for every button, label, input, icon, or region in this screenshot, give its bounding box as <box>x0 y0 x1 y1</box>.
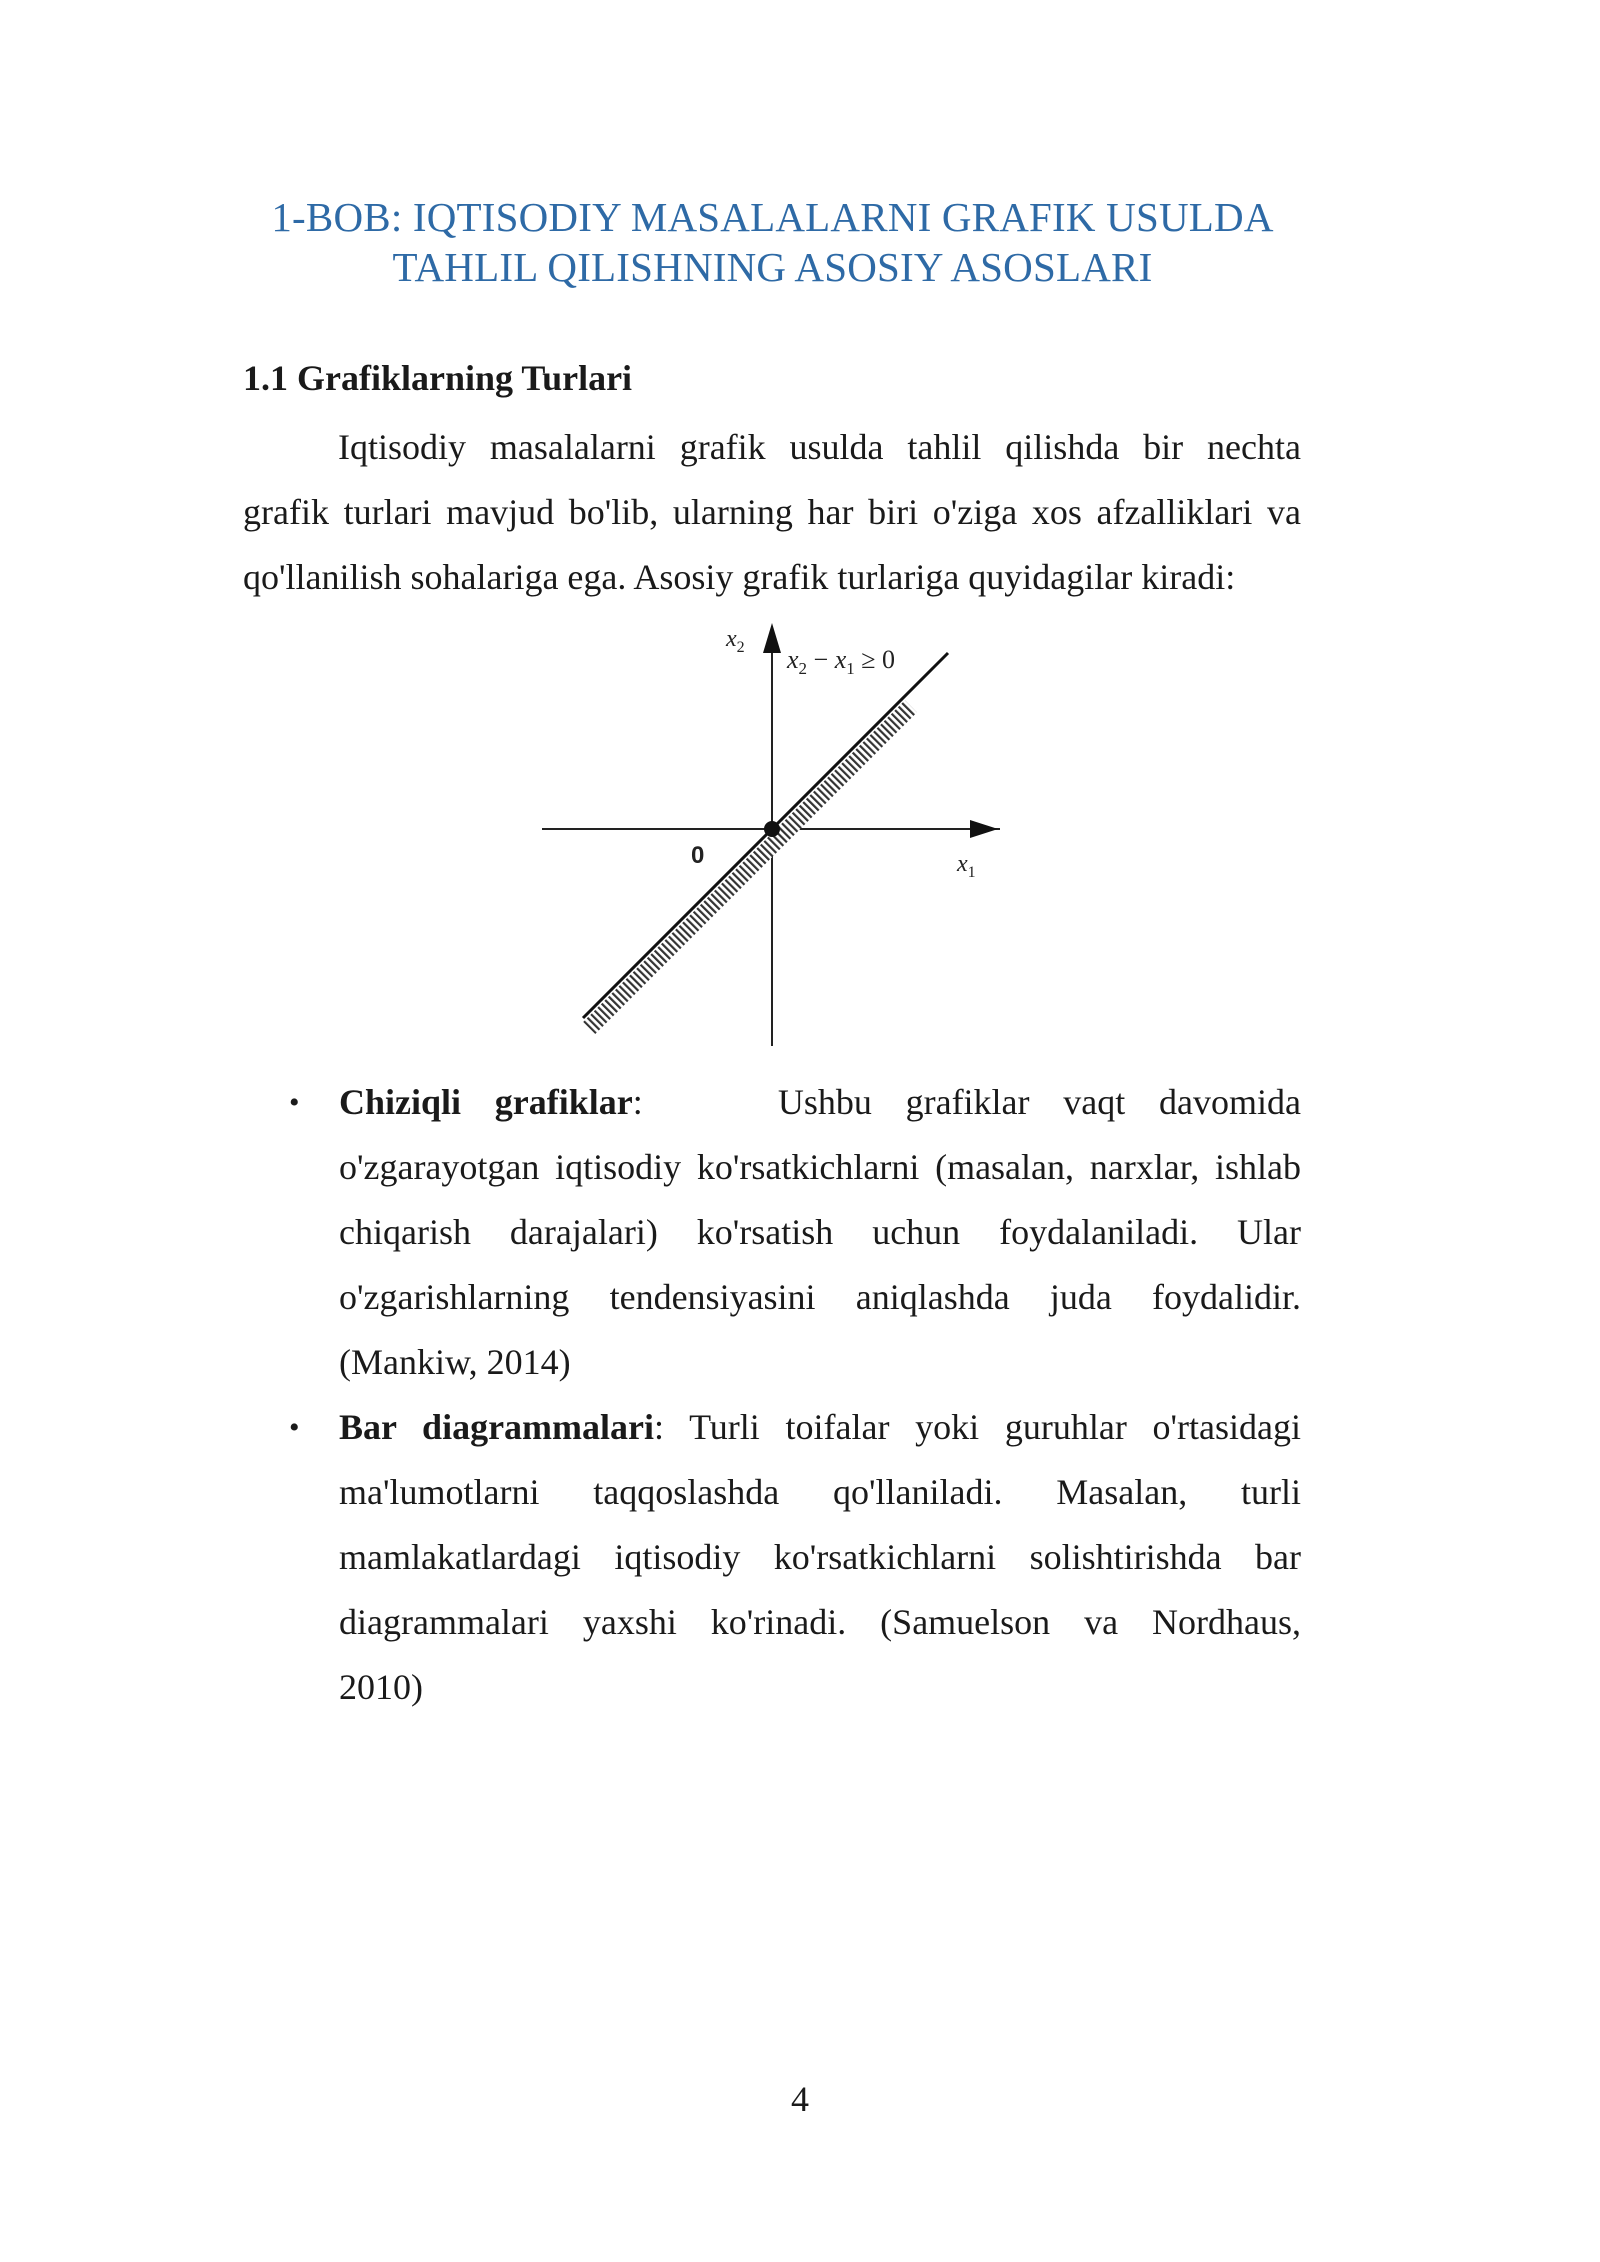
bullet-line: o'zgarishlarning tendensiyasini aniqlashda juda foydalidir. <box>339 1277 1301 1317</box>
bullet-line: (Mankiw, 2014) <box>339 1342 571 1382</box>
section-heading: 1.1 Grafiklarning Turlari <box>243 358 633 398</box>
bullet-line: mamlakatlardagi iqtisodiy ko'rsatkichlarni solishtirishda bar <box>339 1537 1301 1577</box>
bullet-symbol: • <box>289 1086 300 1119</box>
x1-axis-label: $x_1$ <box>957 851 976 881</box>
origin-label: 0 <box>691 842 705 869</box>
bullet-item-bar-charts <box>243 1395 1301 1720</box>
page-number: 4 <box>791 2079 809 2119</box>
chapter-title-line-1: 1-BOB: IQTISODIY MASALALARNI GRAFIK USULDA <box>271 194 1274 240</box>
hatch-band <box>583 700 917 1034</box>
bullet-line: chiqarish darajalari) ko'rsatish uchun foydalaniladi. Ular <box>339 1212 1301 1252</box>
bullet-term: Chiziqli grafiklar <box>339 1082 633 1122</box>
bullet-symbol: • <box>289 1411 300 1444</box>
bullet-line: Bar diagrammalari: Turli toifalar yoki guruhlar o'rtasidagi <box>339 1407 1301 1447</box>
bullet-term: Bar diagrammalari <box>339 1407 655 1447</box>
boundary-line <box>583 653 948 1018</box>
x1-axis-arrow <box>970 820 998 838</box>
bullet-line: 2010) <box>339 1667 423 1707</box>
intro-line: qo'llanilish sohalariga ega. Asosiy grafik turlariga quyidagilar kiradi: <box>243 557 1236 597</box>
bullet-text: Turli toifalar yoki guruhlar o'rtasidagi <box>689 1407 1301 1447</box>
bullet-line: ma'lumotlarni taqqoslashda qo'llaniladi. Masalan, turli <box>339 1472 1301 1512</box>
bullet-list <box>243 1070 1301 1720</box>
bullet-line: diagrammalari yaxshi ko'rinadi. (Samuelson va Nordhaus, <box>339 1602 1301 1642</box>
inequality-figure <box>540 618 1010 1048</box>
inequality-label: $x_2 - x_1 \ge 0$ <box>787 645 896 678</box>
origin-point <box>764 821 780 837</box>
intro-line: grafik turlari mavjud bo'lib, ularning har biri o'ziga xos afzalliklari va <box>243 492 1301 532</box>
intro-paragraph <box>243 415 1301 610</box>
bullet-text: Ushbu grafiklar vaqt davomida <box>777 1082 1301 1122</box>
bullet-item-line-charts <box>243 1070 1301 1395</box>
x2-axis-arrow <box>763 623 781 653</box>
intro-line: Iqtisodiy masalalarni grafik usulda tahlil qilishda bir nechta <box>338 427 1301 467</box>
bullet-line: Chiziqli grafiklar: Ushbu grafiklar vaqt davomida <box>339 1082 1301 1122</box>
chapter-title-line-2: TAHLIL QILISHNING ASOSIY ASOSLARI <box>392 244 1153 290</box>
bullet-line: o'zgarayotgan iqtisodiy ko'rsatkichlarni (masalan, narxlar, ishlab <box>339 1147 1301 1187</box>
chapter-title <box>190 192 1355 292</box>
x2-axis-label: $x_2$ <box>726 626 745 656</box>
